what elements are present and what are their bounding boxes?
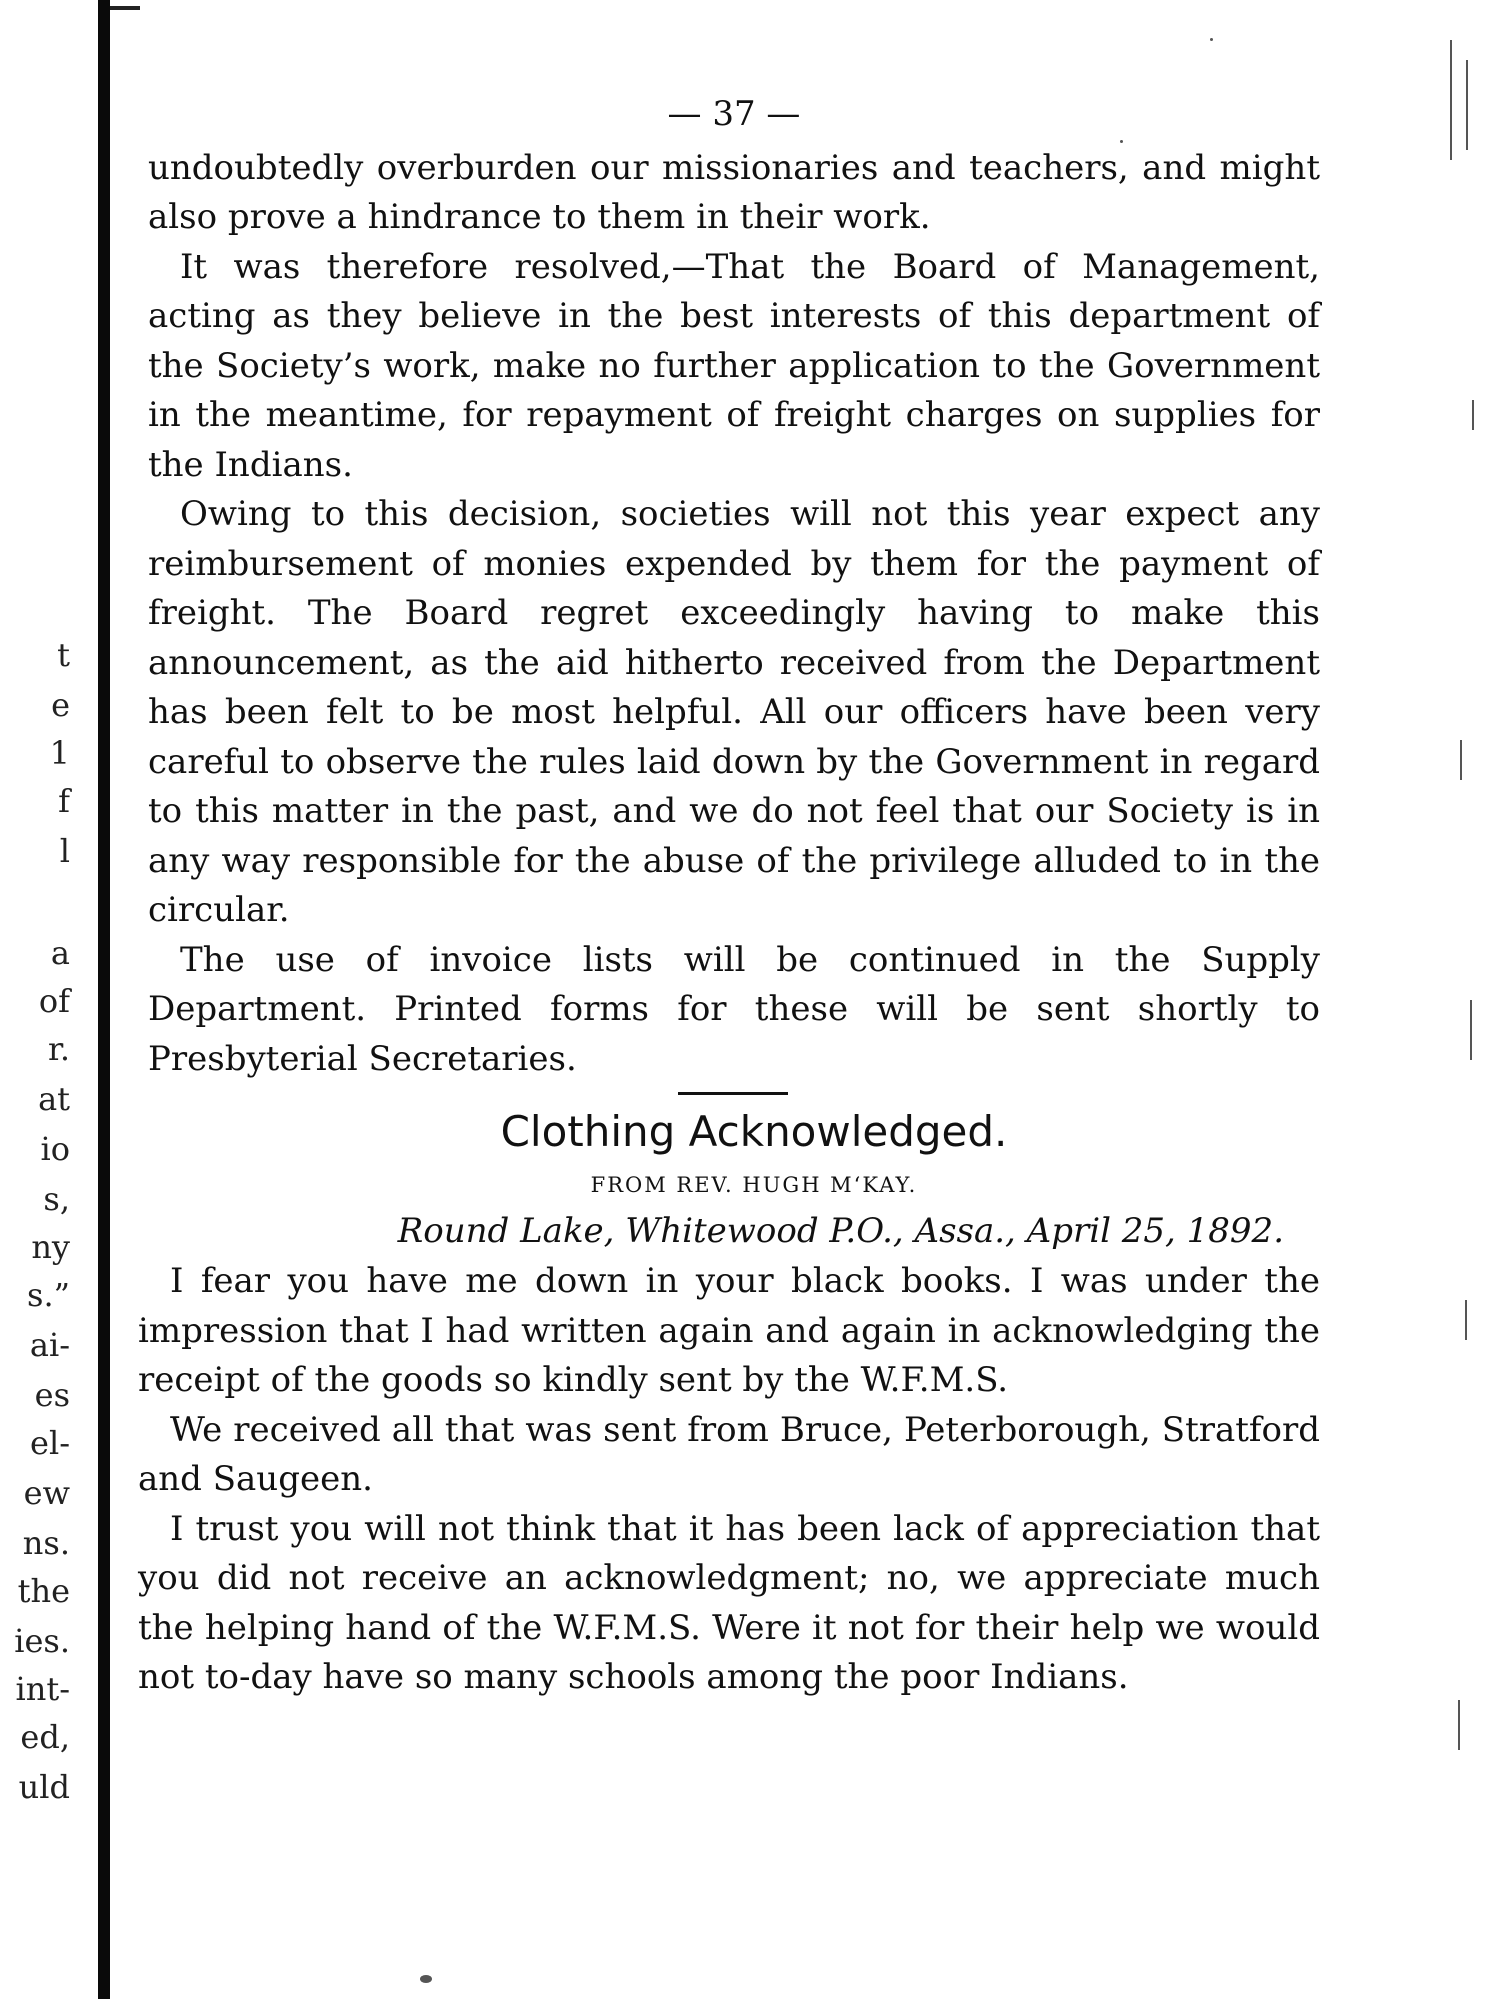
facing-fragment: e bbox=[51, 686, 70, 724]
facing-fragment: ny bbox=[31, 1228, 70, 1266]
facing-fragment: f bbox=[58, 782, 70, 820]
page-binding-edge bbox=[98, 0, 110, 1999]
document-page bbox=[138, 90, 1320, 1703]
facing-fragment: 1 bbox=[49, 734, 70, 772]
paragraph: I trust you will not think that it has been lack of appreciation that you did not receive an acknowledgment; no, we appreciate much the helping hand of the W.F.M.S. Were it not for their help we would not to-day have so many schools among the poor Indians. bbox=[138, 1508, 1320, 1697]
facing-fragment: el- bbox=[30, 1424, 70, 1462]
facing-fragment: ed, bbox=[20, 1718, 70, 1756]
facing-fragment: io bbox=[40, 1130, 70, 1168]
paragraph: We received all that was sent from Bruce, Peterborough, Stratford and Saugeen. bbox=[138, 1409, 1320, 1499]
paragraph: Owing to this decision, societies will not this year expect any reimbursement of monies expended by them for the payment of freight. The Board regret exceedingly having to make this announcement, as the aid hitherto received from the Department has been felt to be most helpful. All our officers have been very careful to observe the rules laid down by the Government in regard to this matter in the past, and we do not feel that our Society is in any way responsible for the abuse of the privilege alluded to in the circular. bbox=[148, 494, 1320, 930]
section-heading: Clothing Acknowledged. bbox=[500, 1107, 1008, 1156]
facing-fragment: l bbox=[59, 832, 70, 870]
facing-fragment: of bbox=[38, 982, 70, 1020]
facing-fragment: ies. bbox=[14, 1622, 70, 1660]
section-divider bbox=[678, 1092, 788, 1095]
facing-fragment: s, bbox=[43, 1180, 70, 1218]
facing-fragment: uld bbox=[18, 1768, 70, 1806]
page-number: — 37 — bbox=[667, 94, 801, 134]
letter-body bbox=[138, 1257, 1320, 1703]
facing-fragment: ai- bbox=[29, 1326, 70, 1364]
facing-fragment: s.” bbox=[27, 1276, 70, 1314]
facing-fragment: ns. bbox=[22, 1524, 70, 1562]
binding-mark bbox=[110, 6, 140, 10]
facing-fragment: r. bbox=[48, 1030, 70, 1068]
section-subheading: FROM REV. HUGH M‘KAY. bbox=[590, 1173, 918, 1197]
facing-fragment: the bbox=[17, 1572, 70, 1610]
paragraph: It was therefore resolved,—That the Board of Management, acting as they believe in the best interests of this department of the Society’s work, make no further application to the Government in the meantime, for repayment of freight charges on supplies for the Indians. bbox=[148, 246, 1320, 485]
paragraph: I fear you have me down in your black books. I was under the impression that I had written again and again in acknowledging the receipt of the goods so kindly sent by the W.F.M.S. bbox=[138, 1261, 1320, 1400]
facing-fragment: int- bbox=[15, 1670, 70, 1708]
letter-dateline: Round Lake, Whitewood P.O., Assa., April 25, 1892. bbox=[397, 1211, 1284, 1251]
facing-fragment: es bbox=[34, 1376, 70, 1414]
facing-fragment: ew bbox=[23, 1474, 70, 1512]
paragraph: undoubtedly overburden our missionaries and teachers, and might also prove a hindrance to them in their work. bbox=[148, 147, 1320, 237]
facing-fragment: a bbox=[50, 934, 70, 972]
paragraph: The use of invoice lists will be continued in the Supply Department. Printed forms for these will be sent shortly to Presbyterial Secretaries. bbox=[148, 939, 1320, 1079]
facing-page-margin bbox=[0, 0, 80, 1999]
facing-fragment: at bbox=[38, 1080, 70, 1118]
facing-fragment: t bbox=[57, 636, 70, 674]
